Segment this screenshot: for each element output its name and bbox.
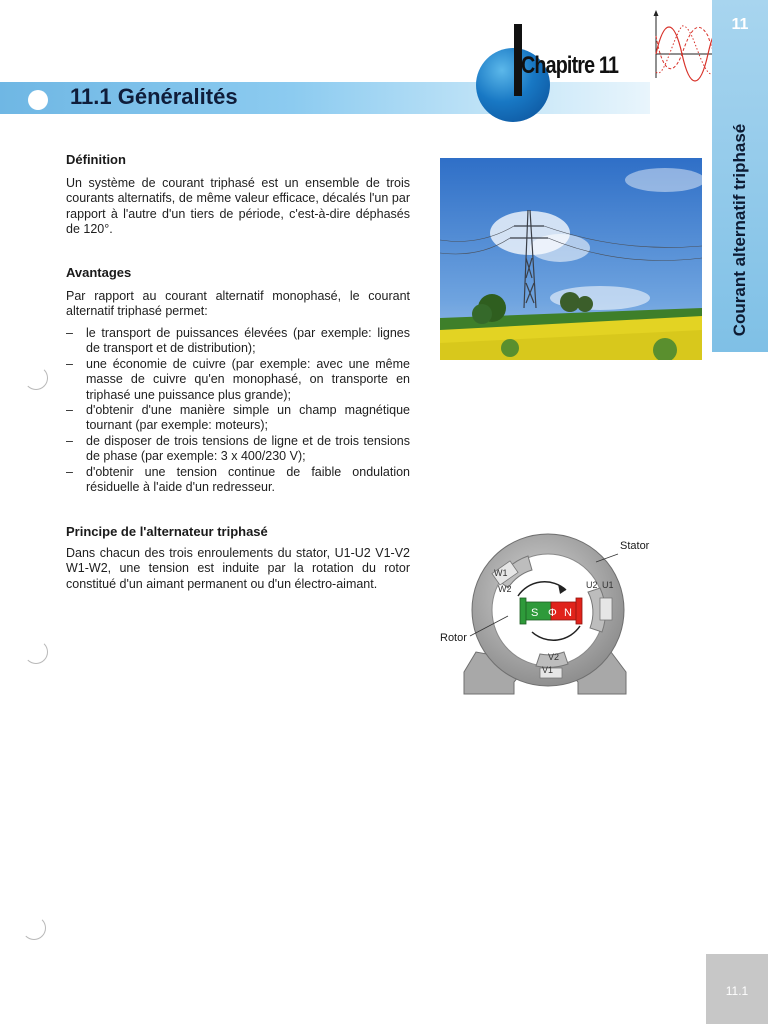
chapter-title: Chapitre 11 [521,52,619,79]
binder-hole-icon [24,366,48,390]
coil-w2-label: W2 [498,584,512,594]
advantages-intro: Par rapport au courant alternatif monophasé, le courant alternatif triphasé permet: [66,289,410,319]
list-item [66,357,410,403]
list-item-text: d'obtenir une tension continue de faible ondulation résiduelle à l'aide d'un redresseur. [86,464,410,495]
coil-v1-label: V1 [542,665,554,675]
list-item [66,403,410,434]
page-number: 11.1 [725,984,749,998]
side-tab-label: Courant alternatif triphasé [730,123,749,337]
list-item [66,434,410,465]
section-bullet-icon [28,90,48,110]
list-item-text: d'obtenir d'une manière simple un champ magnétique tournant (par exemple: moteurs); [86,403,410,433]
binder-hole-icon [22,916,46,940]
list-item-text: de disposer de trois tensions de ligne et de trois tensions de phase (par exemple: 3 x 400/230 V); [86,433,410,464]
advantages-heading: Avantages [66,265,132,280]
definition-heading: Définition [66,152,126,167]
binder-hole-icon [24,640,48,664]
coil-u1-label: U1 [602,580,614,590]
dash-bullet-icon: – [66,356,73,371]
definition-text: Un système de courant triphasé est un ensemble de trois courants alternatifs, de même valeur efficace, décalés l'un par rapport à l'autre d'un tiers de période, c'est-à-dire déphasés de 120°. [66,176,410,237]
stator-label: Stator [620,540,650,552]
principle-heading: Principe de l'alternateur triphasé [66,524,268,539]
list-item [66,465,410,496]
dash-bullet-icon: – [66,326,73,340]
principle-text: Dans chacun des trois enroulements du stator, U1-U2 V1-V2 W1-W2, une tension est induite par la rotation du rotor constitué d'un aimant permanent ou d'un électro-aimant. [66,546,410,591]
list-item-text: le transport de puissances élevées (par exemple: lignes de transport et de distribution); [86,326,410,356]
power-line-photo [440,158,702,360]
pole-s-label: S [531,607,539,619]
rotor-label: Rotor [440,632,467,644]
alternator-diagram [436,532,666,700]
coil-u2-label: U2 [586,580,598,590]
advantages-list [66,326,410,495]
flux-label: Φ [548,607,557,619]
list-item [66,326,410,357]
dash-bullet-icon: – [66,433,73,448]
section-title: 11.1 Généralités [70,84,238,109]
list-item-text: une économie de cuivre (par exemple: avec une même masse de cuivre qu'en monophasé, on transporte en triphasé une puissance plus grande); [86,356,410,402]
pole-n-label: N [564,607,572,619]
coil-w1-label: W1 [494,568,508,578]
coil-v2-label: V2 [548,652,560,662]
dash-bullet-icon: – [66,403,73,418]
side-tab-number: 11 [731,16,749,33]
dash-bullet-icon: – [66,464,73,479]
